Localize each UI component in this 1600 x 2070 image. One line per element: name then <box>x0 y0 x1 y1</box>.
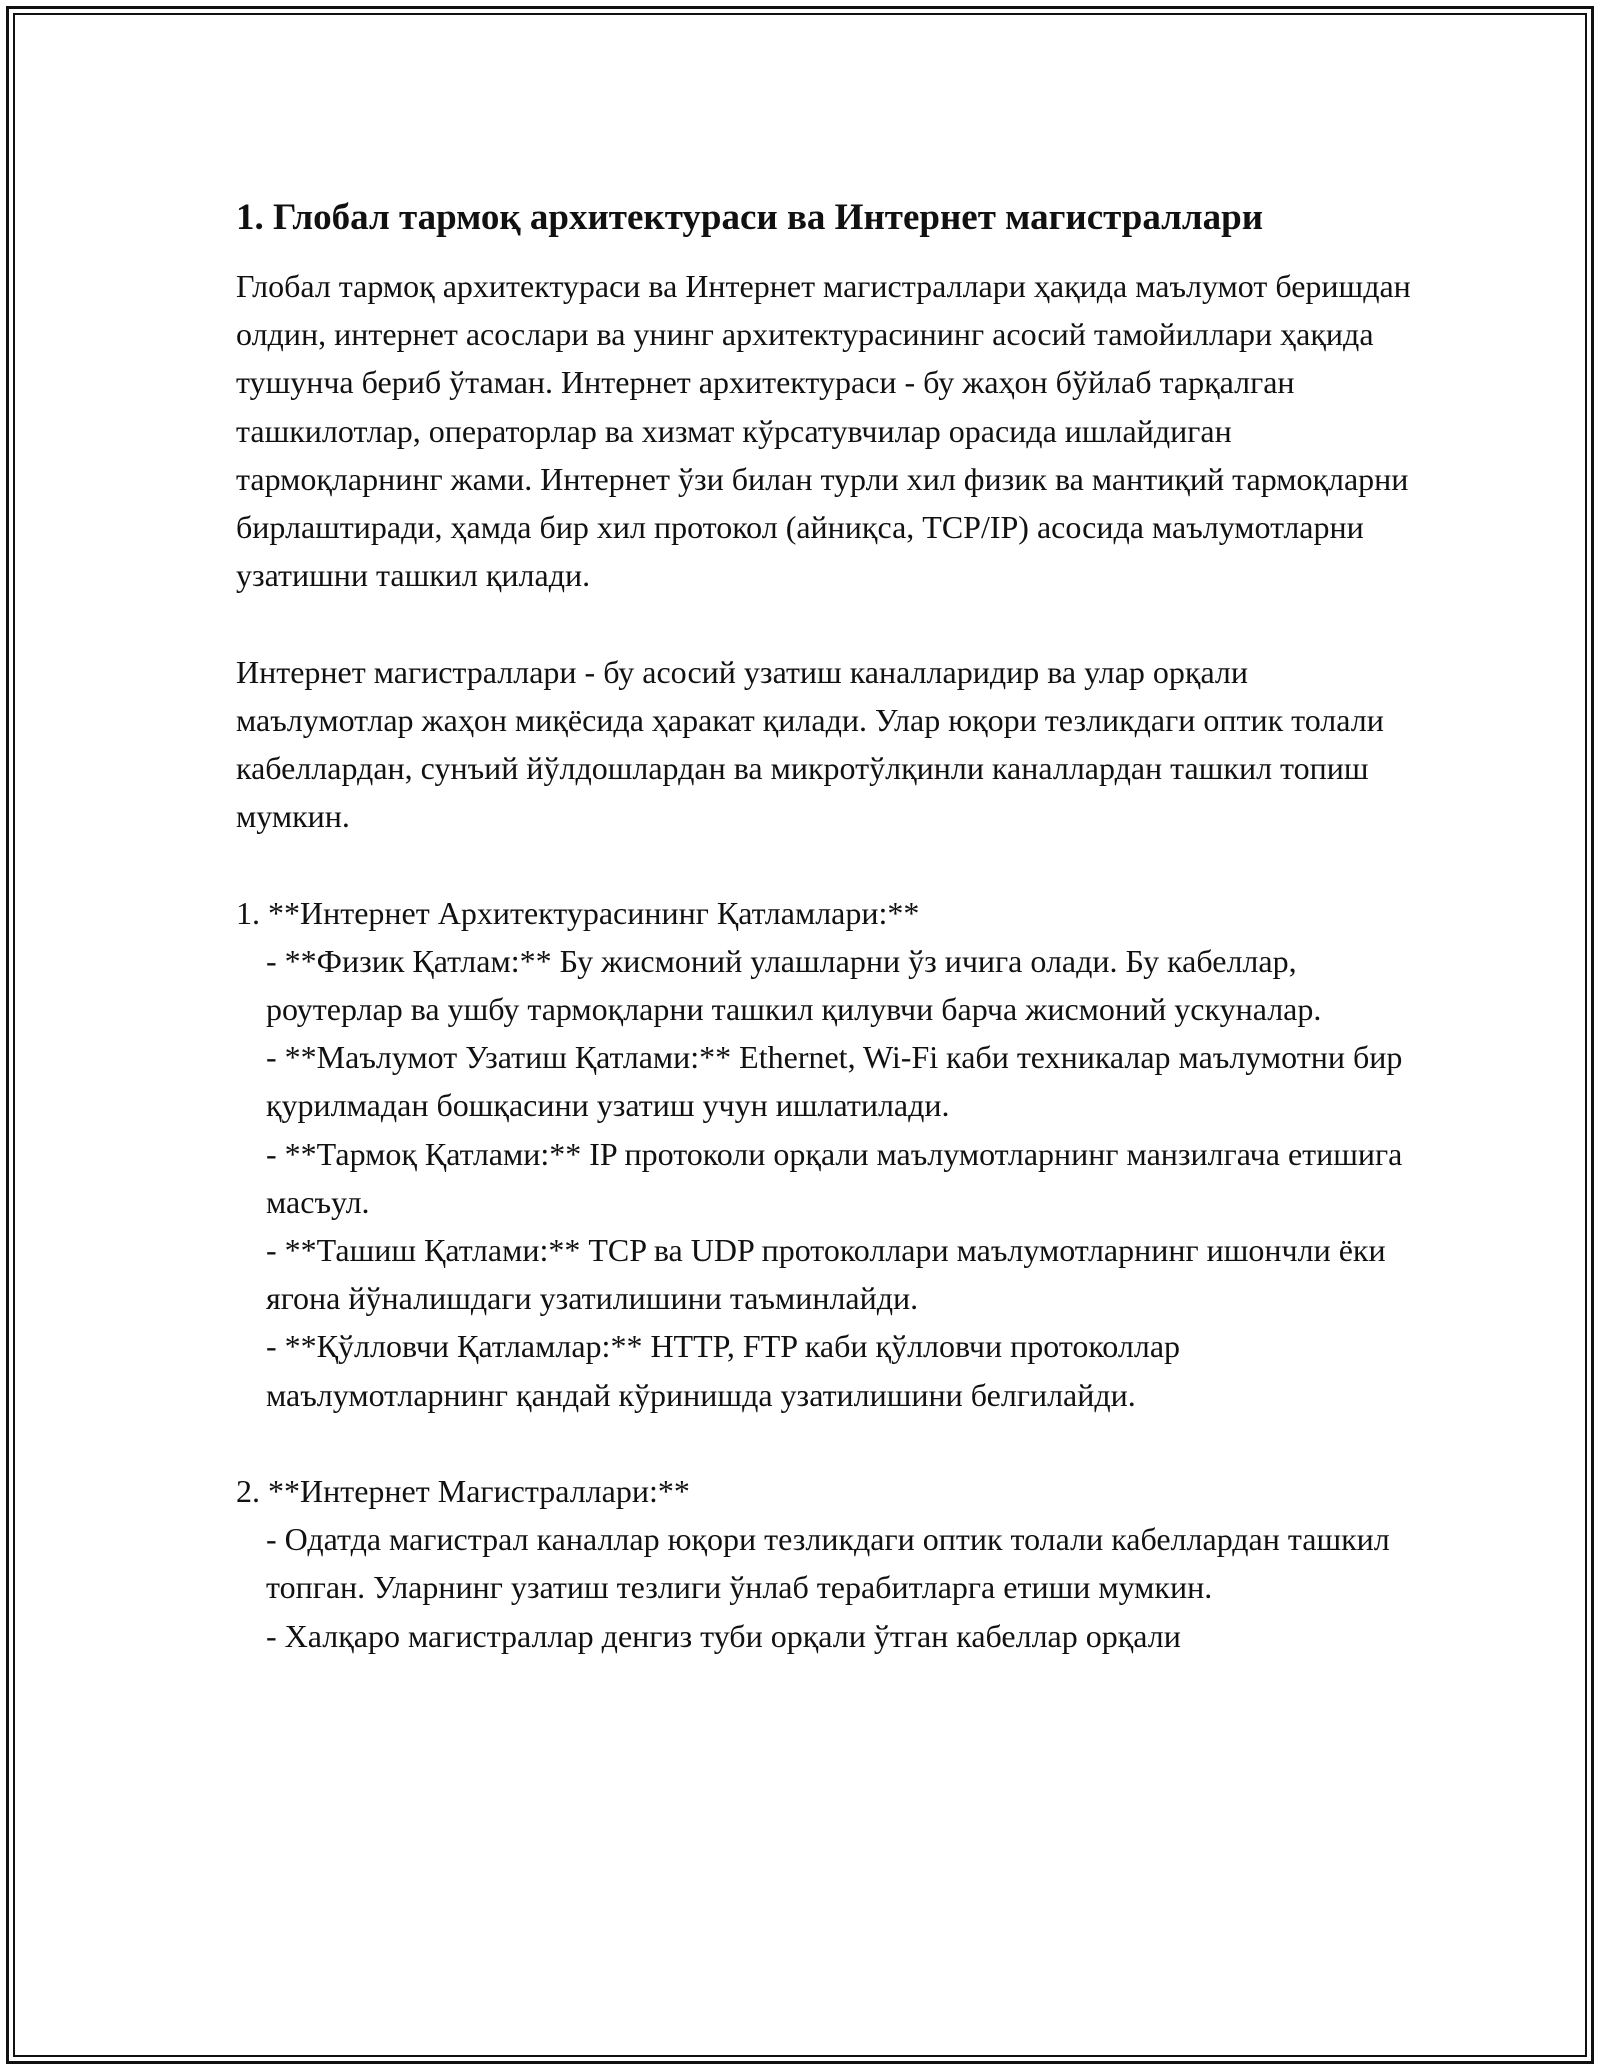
section-heading: 1. **Интернет Архитектурасининг Қатламлари:** <box>236 894 920 931</box>
list-item: - **Қўлловчи Қатламлар:** HTTP, FTP каби қўлловчи протоколлар маълумотларнинг қандай кўринишда узатилишини белгилайди. <box>266 1328 1189 1413</box>
intro-paragraph-2: Интернет магистраллари - бу асосий узатиш каналларидир ва улар орқали маълумотлар жаҳон миқёсида ҳаракат қилади. Улар юқори тезликдаги оптик толали кабеллардан, сунъий йўлдошлардан ва микротўлқинли каналлардан ташкил топиш мумкин. <box>236 653 1392 835</box>
list-item: - Халқаро магистраллар денгиз туби орқали ўтган кабеллар орқали <box>266 1617 1181 1654</box>
document-body <box>236 190 1419 1660</box>
paragraph-gap <box>236 840 1416 888</box>
list-item: - **Маълумот Узатиш Қатлами:** Ethernet, Wi-Fi каби техникалар маълумотни бир қурилмадан бошқасини узатиш учун ишлатилади. <box>266 1039 1411 1124</box>
section-heading: 2. **Интернет Магистраллари:** <box>236 1473 690 1510</box>
list-item: - **Ташиш Қатлами:** TCP ва UDP протоколлари маълумотларнинг ишончли ёки ягона йўналишдаги узатилишини таъминлайди. <box>266 1232 1394 1317</box>
intro-paragraph-1: Глобал тармоқ архитектураси ва Интернет магистраллари ҳақида маълумот беришдан олдин, интернет асослари ва унинг архитектурасининг асосий тамойиллари ҳақида тушунча бериб ўтаман. Интернет архитектураси - бу жаҳон бўйлаб тарқалган ташкилотлар, операторлар ва хизмат кўрсатувчилар орасида ишлайдиган тармоқларнинг жами. Интернет ўзи билан турли хил физик ва мантиқий тармоқларни бирлаштиради, ҳамда бир хил протокол (айниқса, TCP/IP) асосида маълумотларни узатишни ташкил қилади. <box>236 268 1419 594</box>
list-item: - **Физик Қатлам:** Бу жисмоний улашларни ўз ичига олади. Бу кабеллар, роутерлар ва ушбу тармоқларни ташкил қилувчи барча жисмоний ускуналар. <box>266 942 1322 1028</box>
list-item: - Одатда магистрал каналлар юқори тезликдаги оптик толали кабеллардан ташкил топган. Уларнинг узатиш тезлиги ўнлаб терабитларга етиши мумкин. <box>266 1521 1398 1606</box>
paragraph-gap <box>236 599 1416 647</box>
paragraph-gap <box>236 1419 1416 1467</box>
list-item: - **Тармоқ Қатлами:** IP протоколи орқали маълумотларнинг манзилгача етишига масъул. <box>266 1135 1411 1220</box>
section-layers <box>236 889 1416 1419</box>
document-title: 1. Глобал тармоқ архитектураси ва Интернет магистраллари <box>236 197 1264 238</box>
section-backbones <box>236 1467 1416 1660</box>
